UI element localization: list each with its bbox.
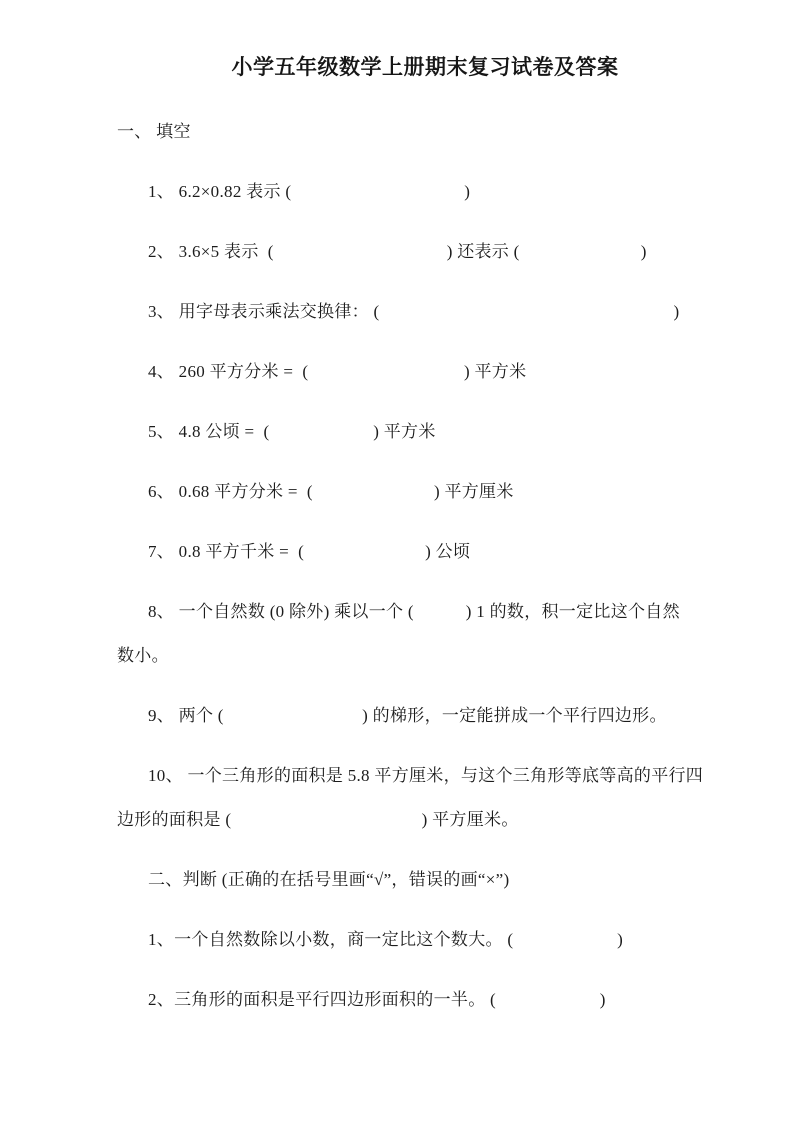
paragraph <box>117 290 733 334</box>
question-line: 8、 一个自然数 (0 除外) 乘以一个 ( ) 1 的数，积一定比这个自然 <box>148 602 680 621</box>
question-line: 1、一个自然数除以小数，商一定比这个数大。 ( ) <box>148 930 624 949</box>
question-line: 2、 3.6×5 表示 ( ) 还表示 ( ) <box>148 242 647 261</box>
document-body <box>117 110 733 1022</box>
question-line: 10、 一个三角形的面积是 5.8 平方厘米，与这个三角形等底等高的平行四 <box>148 766 704 785</box>
question-line: 5、 4.8 公顷 = ( ) 平方米 <box>148 422 436 441</box>
paragraph <box>117 410 733 454</box>
question-line: 9、 两个 ( ) 的梯形，一定能拼成一个平行四边形。 <box>148 706 667 725</box>
question-line: 1、 6.2×0.82 表示 ( ) <box>148 182 471 201</box>
paragraph <box>117 918 733 962</box>
section-heading: 二、判断 (正确的在括号里画“√”，错误的画“×”) <box>148 870 510 889</box>
paragraph <box>117 530 733 574</box>
paragraph <box>117 350 733 394</box>
paragraph <box>117 170 733 214</box>
paragraph <box>117 590 733 678</box>
text-line-continuation: 数小。 <box>117 646 169 665</box>
paragraph <box>117 230 733 274</box>
section-heading: 一、 填空 <box>117 122 191 141</box>
paragraph <box>117 858 733 902</box>
paragraph <box>117 470 733 514</box>
paragraph <box>117 754 733 842</box>
paragraph <box>117 978 733 1022</box>
text-line-continuation: 边形的面积是 ( ) 平方厘米。 <box>117 810 519 829</box>
question-line: 7、 0.8 平方千米 = ( ) 公顷 <box>148 542 471 561</box>
paragraph <box>117 694 733 738</box>
question-line: 2、三角形的面积是平行四边形面积的一半。 ( ) <box>148 990 606 1009</box>
question-line: 3、 用字母表示乘法交换律： ( ) <box>148 302 680 321</box>
question-line: 4、 260 平方分米 = ( ) 平方米 <box>148 362 527 381</box>
question-line: 6、 0.68 平方分米 = ( ) 平方厘米 <box>148 482 514 501</box>
paragraph <box>117 110 733 154</box>
document-title: 小学五年级数学上册期末复习试卷及答案 <box>231 55 619 79</box>
